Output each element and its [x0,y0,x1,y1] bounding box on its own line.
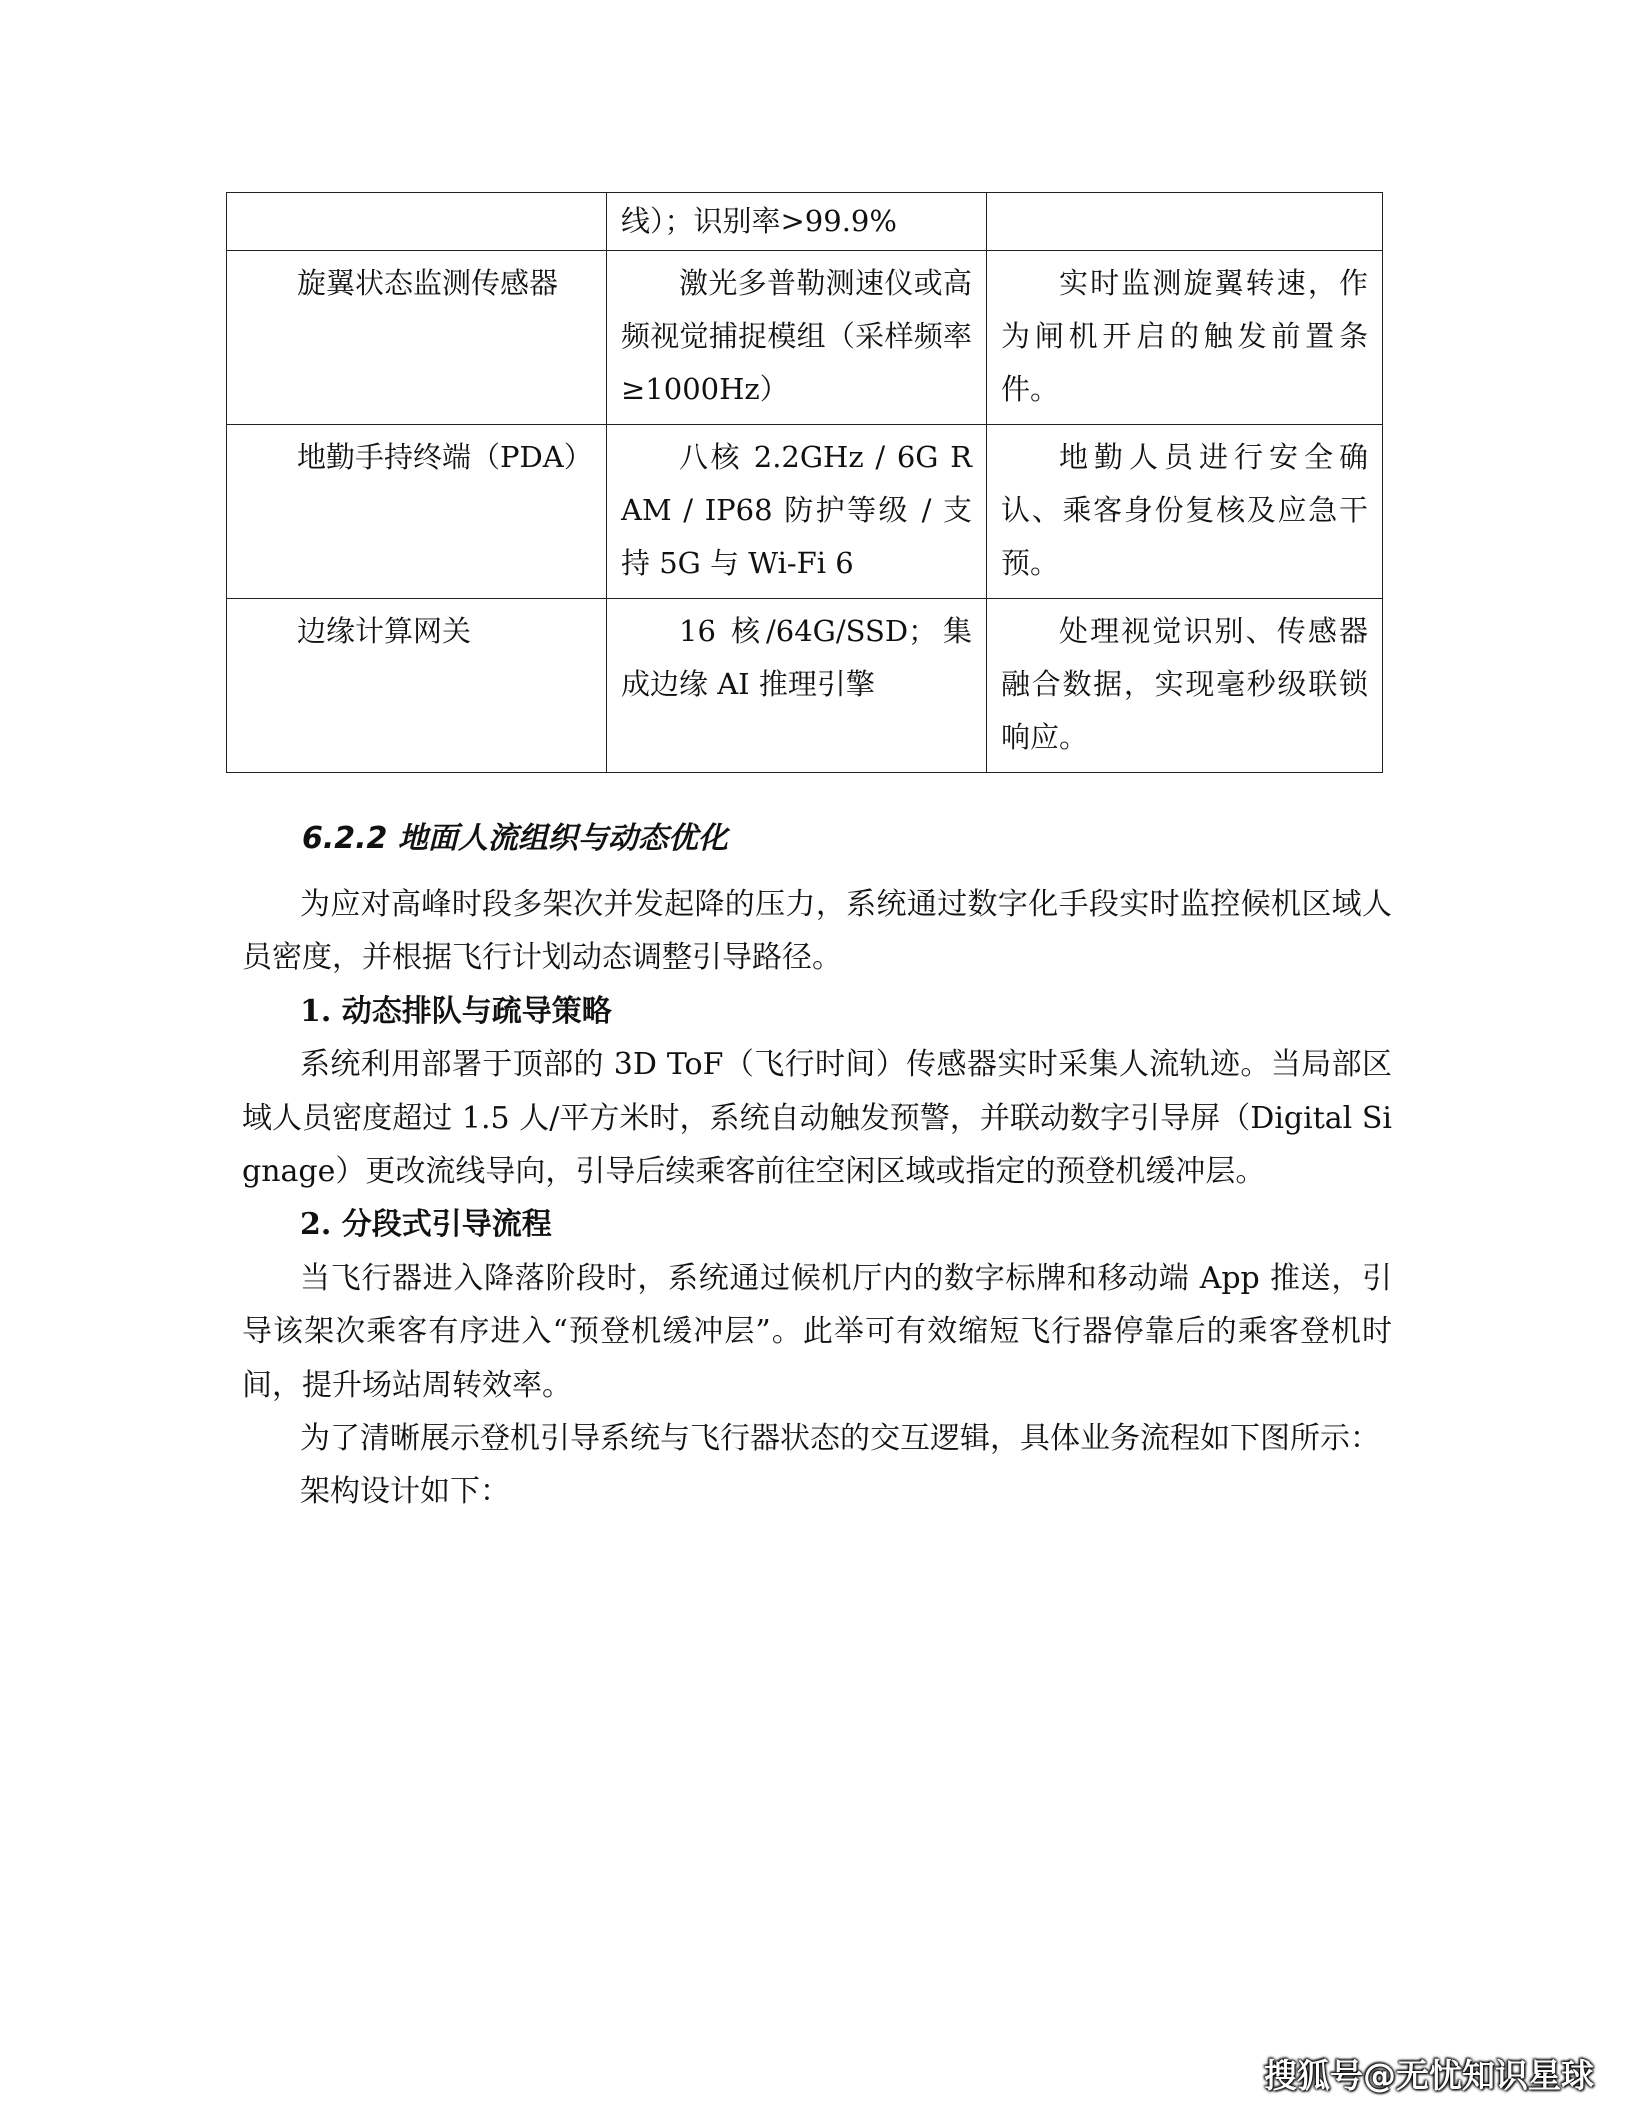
intro-paragraph: 为应对高峰时段多架次并发起降的压力，系统通过数字化手段实时监控候机区域人员密度，并根据飞行计划动态调整引导路径。 [242,887,1392,976]
subheading-staged-guidance: 2. 分段式引导流程 [300,1207,552,1243]
purpose-cell: 实时监测旋翼转速，作为闸机开启的触发前置条件。 [987,251,1383,425]
device-name-cell: 地勤手持终端（PDA） [227,425,607,599]
flow-intro-paragraph: 为了清晰展示登机引导系统与飞行器状态的交互逻辑，具体业务流程如下图所示： [300,1421,1380,1457]
purpose-cell: 地勤人员进行安全确认、乘客身份复核及应急干预。 [987,425,1383,599]
section-body [242,878,1392,1519]
purpose-cell [987,193,1383,251]
table-row [227,425,1383,599]
spec-cell: 16 核/64G/SSD；集成边缘 AI 推理引擎 [607,599,987,773]
table-row [227,599,1383,773]
purpose-cell: 处理视觉识别、传感器融合数据，实现毫秒级联锁响应。 [987,599,1383,773]
section-heading: 6.2.2 地面人流组织与动态优化 [302,821,728,856]
queue-strategy-paragraph: 系统利用部署于顶部的 3D ToF（飞行时间）传感器实时采集人流轨迹。当局部区域人员密度超过 1.5 人/平方米时，系统自动触发预警，并联动数字引导屏（Digital Signage）更改流线导向，引导后续乘客前往空闲区域或指定的预登机缓冲层。 [242,1047,1392,1190]
staged-guidance-paragraph: 当飞行器进入降落阶段时，系统通过候机厅内的数字标牌和移动端 App 推送，引导该架次乘客有序进入“预登机缓冲层”。此举可有效缩短飞行器停靠后的乘客登机时间，提升场站周转效率。 [242,1260,1392,1403]
table-row [227,193,1383,251]
spec-cell: 激光多普勒测速仪或高频视觉捕捉模组（采样频率≥1000Hz） [607,251,987,425]
watermark-text: 搜狐号@无忧知识星球 [1264,2056,1594,2095]
subheading-queue-strategy: 1. 动态排队与疏导策略 [300,993,612,1029]
device-name-cell: 边缘计算网关 [227,599,607,773]
spec-cell: 八核 2.2GHz / 6G RAM / IP68 防护等级 / 支持 5G 与 Wi-Fi 6 [607,425,987,599]
device-name-cell [227,193,607,251]
equipment-spec-table [226,192,1383,773]
spec-cell: 线）；识别率>99.9% [607,193,987,251]
device-name-cell: 旋翼状态监测传感器 [227,251,607,425]
table-row [227,251,1383,425]
architecture-intro-paragraph: 架构设计如下： [300,1474,510,1510]
